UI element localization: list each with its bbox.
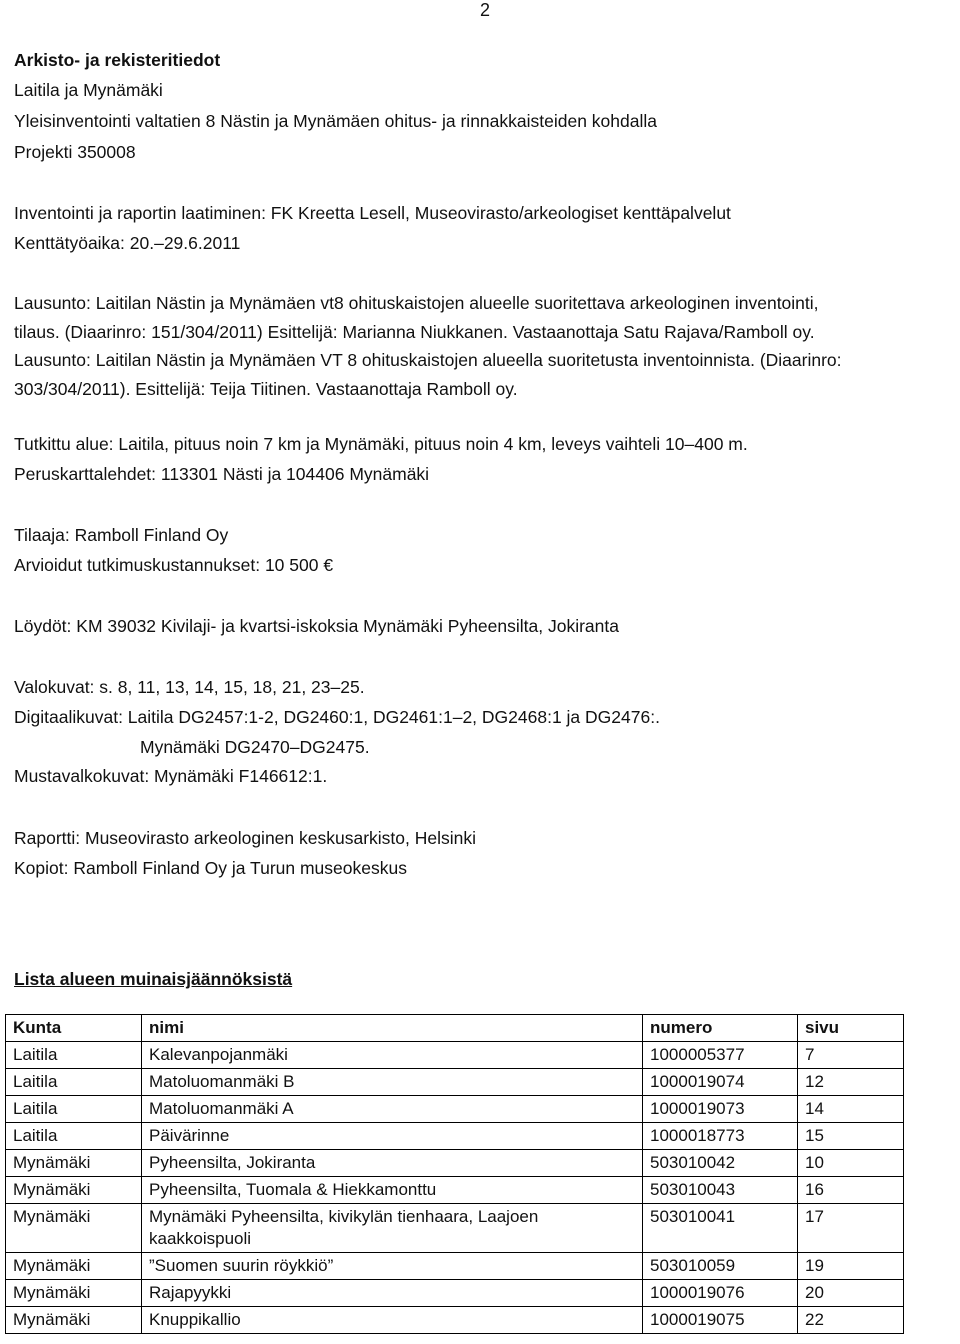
cell-nimi: Päivärinne (142, 1123, 643, 1150)
cell-numero: 503010042 (643, 1150, 798, 1177)
statement-2-line-1: Lausunto: Laitilan Nästin ja Mynämäen VT 8 ohituskaistojen alueella suoritetusta inventoinnista. (Diaarinro: (14, 350, 842, 370)
cell-nimi: Mynämäki Pyheensilta, kivikylän tienhaara, Laajoen kaakkoispuoli (142, 1204, 643, 1253)
map-sheets: Peruskarttalehdet: 113301 Nästi ja 104406 Mynämäki (14, 464, 430, 484)
bw-photos: Mustavalkokuvat: Mynämäki F146612:1. (14, 766, 328, 786)
report-archive: Raportti: Museovirasto arkeologinen keskusarkisto, Helsinki (14, 828, 477, 848)
report-copies: Kopiot: Ramboll Finland Oy ja Turun museokeskus (14, 858, 407, 878)
study-area: Tutkittu alue: Laitila, pituus noin 7 km ja Mynämäki, pituus noin 4 km, leveys vaihteli 10–400 m. (14, 434, 748, 454)
cell-sivu: 16 (798, 1177, 904, 1204)
cell-sivu: 12 (798, 1069, 904, 1096)
cell-numero: 503010059 (643, 1253, 798, 1280)
statement-2-line-2: 303/304/2011). Esittelijä: Teija Tiitinen. Vastaanottaja Ramboll oy. (14, 379, 518, 399)
cell-sivu: 14 (798, 1096, 904, 1123)
cell-nimi: Matoluomanmäki B (142, 1069, 643, 1096)
cell-numero: 503010041 (643, 1204, 798, 1253)
cell-numero: 1000019075 (643, 1307, 798, 1334)
cell-sivu: 20 (798, 1280, 904, 1307)
cell-nimi: Rajapyykki (142, 1280, 643, 1307)
finds: Löydöt: KM 39032 Kivilaji- ja kvartsi-iskoksia Mynämäki Pyheensilta, Jokiranta (14, 616, 619, 636)
page-number: 2 (480, 0, 491, 20)
table-row (6, 1280, 904, 1307)
cell-numero: 1000019076 (643, 1280, 798, 1307)
cell-sivu: 15 (798, 1123, 904, 1150)
cell-kunta: Mynämäki (6, 1177, 142, 1204)
statement-1-line-1: Lausunto: Laitilan Nästin ja Mynämäen vt8 ohituskaistojen alueelle suoritettava arkeologinen inventointi, (14, 293, 819, 313)
project-number: Projekti 350008 (14, 142, 136, 162)
section-title: Arkisto- ja rekisteritiedot (14, 50, 221, 70)
cell-nimi: Knuppikallio (142, 1307, 643, 1334)
cell-sivu: 10 (798, 1150, 904, 1177)
cell-nimi: Pyheensilta, Jokiranta (142, 1150, 643, 1177)
cell-numero: 1000019074 (643, 1069, 798, 1096)
inventory-author: Inventointi ja raportin laatiminen: FK Kreetta Lesell, Museovirasto/arkeologiset kenttäpalvelut (14, 203, 731, 223)
photos: Valokuvat: s. 8, 11, 13, 14, 15, 18, 21, 23–25. (14, 677, 365, 697)
cell-kunta: Mynämäki (6, 1253, 142, 1280)
table-row (6, 1123, 904, 1150)
sites-list-heading: Lista alueen muinaisjäännöksistä (14, 969, 293, 989)
cell-sivu: 17 (798, 1204, 904, 1253)
cell-nimi: Matoluomanmäki A (142, 1096, 643, 1123)
cell-sivu: 7 (798, 1042, 904, 1069)
cell-numero: 1000005377 (643, 1042, 798, 1069)
header-nimi: nimi (142, 1015, 643, 1042)
cell-kunta: Mynämäki (6, 1280, 142, 1307)
digital-photos: Digitaalikuvat: Laitila DG2457:1-2, DG2460:1, DG2461:1–2, DG2468:1 ja DG2476:. (14, 707, 660, 727)
table-row (6, 1096, 904, 1123)
statement-1-line-2: tilaus. (Diaarinro: 151/304/2011) Esittelijä: Marianna Niukkanen. Vastaanottaja Satu Rajava/Ramboll oy. (14, 322, 815, 342)
table-row (6, 1253, 904, 1280)
estimated-costs: Arvioidut tutkimuskustannukset: 10 500 € (14, 555, 334, 575)
header-sivu: sivu (798, 1015, 904, 1042)
header-numero: numero (643, 1015, 798, 1042)
cell-kunta: Mynämäki (6, 1307, 142, 1334)
cell-kunta: Laitila (6, 1096, 142, 1123)
table-row (6, 1150, 904, 1177)
cell-nimi: ”Suomen suurin röykkiö” (142, 1253, 643, 1280)
header-kunta: Kunta (6, 1015, 142, 1042)
table-row (6, 1307, 904, 1334)
table-row (6, 1177, 904, 1204)
inventory-description: Yleisinventointi valtatien 8 Nästin ja Mynämäen ohitus- ja rinnakkaisteiden kohdalla (14, 111, 657, 131)
table-header-row (6, 1015, 904, 1042)
cell-kunta: Laitila (6, 1123, 142, 1150)
table-row (6, 1069, 904, 1096)
table-row (6, 1042, 904, 1069)
cell-kunta: Laitila (6, 1042, 142, 1069)
location-line: Laitila ja Mynämäki (14, 80, 163, 100)
digital-photos-mynamaki: Mynämäki DG2470–DG2475. (140, 737, 370, 757)
table-row (6, 1204, 904, 1253)
cell-numero: 1000019073 (643, 1096, 798, 1123)
cell-nimi: Kalevanpojanmäki (142, 1042, 643, 1069)
client: Tilaaja: Ramboll Finland Oy (14, 525, 229, 545)
cell-numero: 503010043 (643, 1177, 798, 1204)
cell-kunta: Mynämäki (6, 1150, 142, 1177)
cell-numero: 1000018773 (643, 1123, 798, 1150)
cell-kunta: Mynämäki (6, 1204, 142, 1253)
cell-nimi: Pyheensilta, Tuomala & Hiekkamonttu (142, 1177, 643, 1204)
sites-table (5, 1014, 904, 1334)
cell-kunta: Laitila (6, 1069, 142, 1096)
fieldwork-dates: Kenttätyöaika: 20.–29.6.2011 (14, 233, 241, 253)
cell-sivu: 22 (798, 1307, 904, 1334)
cell-sivu: 19 (798, 1253, 904, 1280)
